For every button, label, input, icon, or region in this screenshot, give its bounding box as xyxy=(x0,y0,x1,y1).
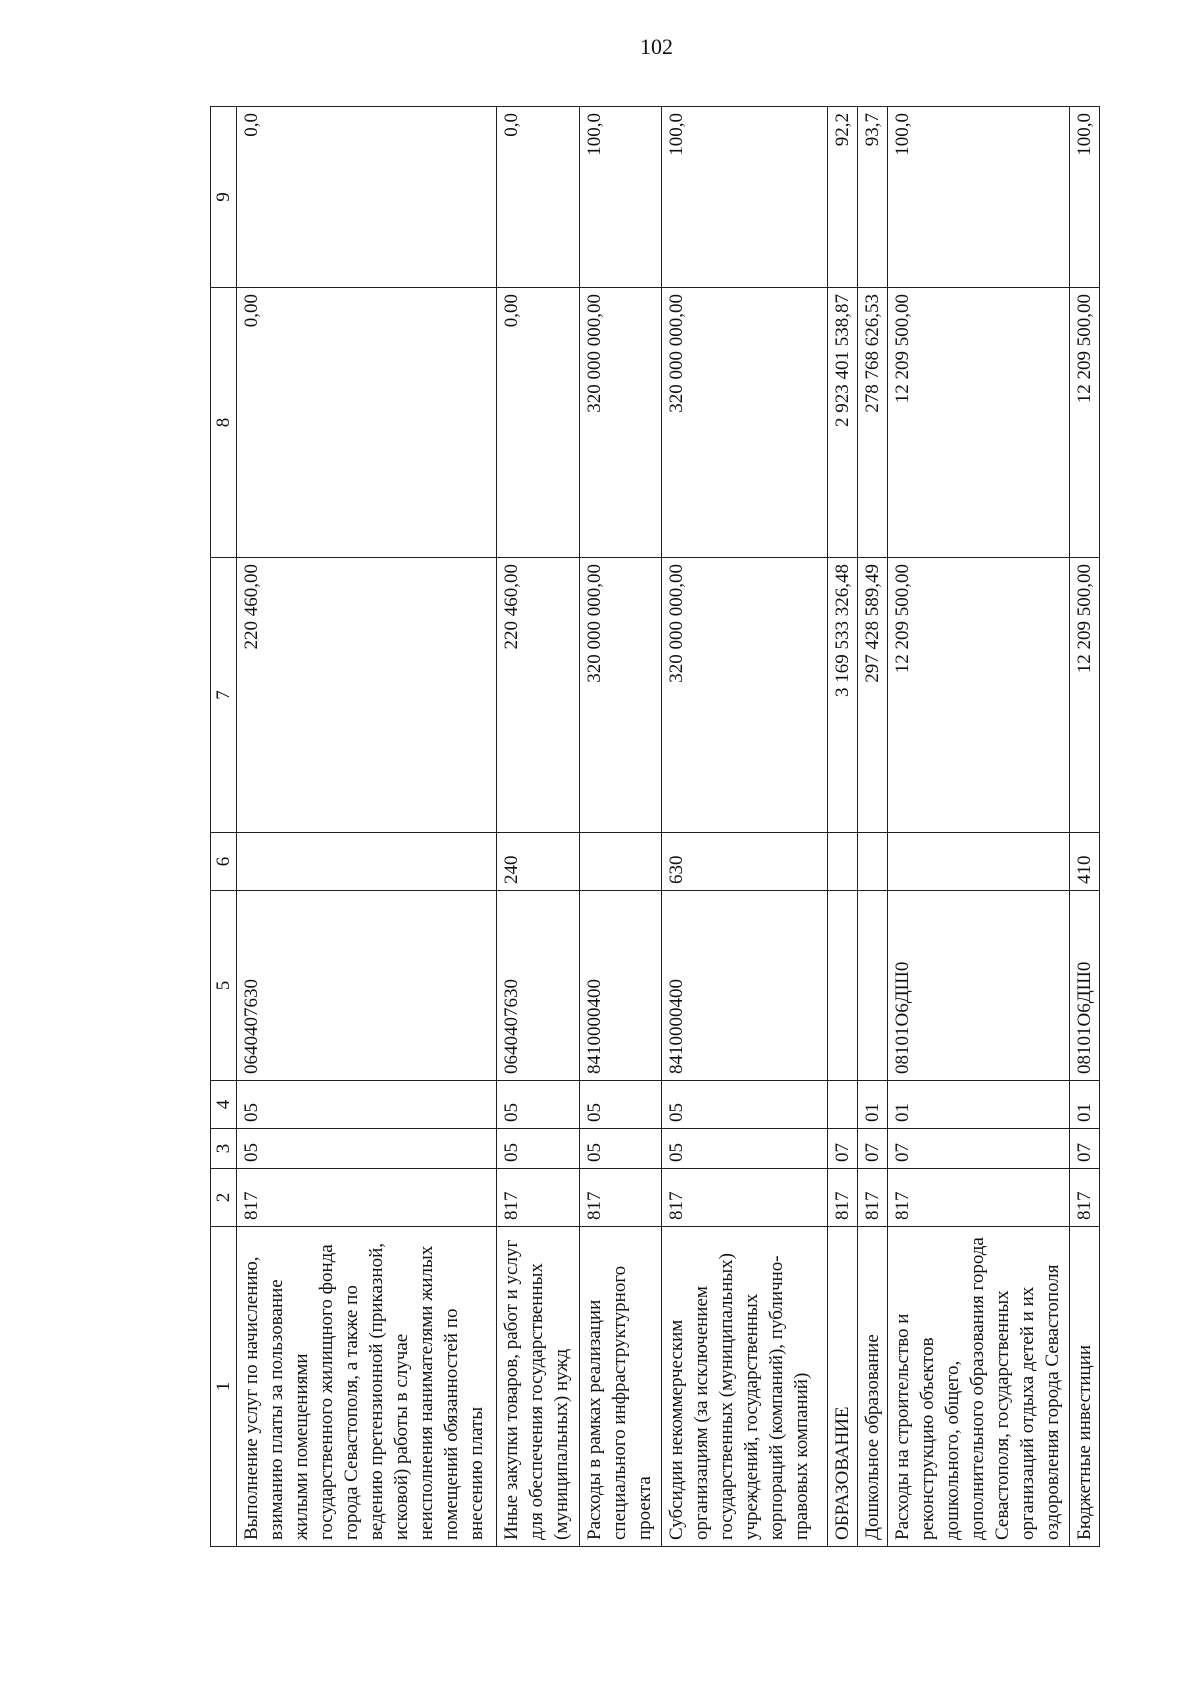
table-row xyxy=(1069,107,1099,1547)
cell-col-2: 817 xyxy=(237,1169,497,1227)
table-row xyxy=(827,107,857,1547)
cell-col-3: 07 xyxy=(1069,1129,1099,1169)
cell-col-7: 12 209 500,00 xyxy=(1069,558,1099,833)
cell-col-3: 05 xyxy=(579,1129,662,1169)
cell-col-3: 05 xyxy=(497,1129,580,1169)
cell-col-4: 01 xyxy=(1069,1081,1099,1129)
header-col-9: 9 xyxy=(211,107,237,288)
cell-col-5: 08101O6ДШ0 xyxy=(888,891,1069,1081)
header-col-7: 7 xyxy=(211,558,237,833)
cell-col-5: 8410000400 xyxy=(579,891,662,1081)
cell-col-6: 240 xyxy=(497,833,580,891)
header-col-1: 1 xyxy=(211,1227,237,1547)
row-name: Дошкольное образование xyxy=(857,1227,887,1547)
row-name: Субсидии некоммерческим организациям (за исключением государственных (муниципальных) учреждений, государственных корпораций (компаний), публично-правовых компаний) xyxy=(662,1227,827,1547)
cell-col-7: 220 460,00 xyxy=(237,558,497,833)
cell-col-7: 3 169 533 326,48 xyxy=(827,558,857,833)
header-col-8: 8 xyxy=(211,288,237,558)
table-header-row xyxy=(211,107,237,1547)
cell-col-2: 817 xyxy=(888,1169,1069,1227)
header-col-2: 2 xyxy=(211,1169,237,1227)
header-col-3: 3 xyxy=(211,1129,237,1169)
table-row xyxy=(662,107,827,1547)
cell-col-4: 05 xyxy=(497,1081,580,1129)
cell-col-9: 0,0 xyxy=(237,107,497,288)
cell-col-9: 0,0 xyxy=(497,107,580,288)
cell-col-8: 12 209 500,00 xyxy=(888,288,1069,558)
table-row xyxy=(579,107,662,1547)
header-col-5: 5 xyxy=(211,891,237,1081)
cell-col-2: 817 xyxy=(497,1169,580,1227)
cell-col-9: 100,0 xyxy=(662,107,827,288)
cell-col-5 xyxy=(857,891,887,1081)
row-name: Бюджетные инвестиции xyxy=(1069,1227,1099,1547)
cell-col-2: 817 xyxy=(579,1169,662,1227)
cell-col-2: 817 xyxy=(827,1169,857,1227)
cell-col-2: 817 xyxy=(662,1169,827,1227)
cell-col-9: 92,2 xyxy=(827,107,857,288)
cell-col-6 xyxy=(827,833,857,891)
cell-col-2: 817 xyxy=(857,1169,887,1227)
cell-col-5: 08101O6ДШ0 xyxy=(1069,891,1099,1081)
row-name: ОБРАЗОВАНИЕ xyxy=(827,1227,857,1547)
cell-col-6 xyxy=(888,833,1069,891)
row-name: Иные закупки товаров, работ и услуг для обеспечения государственных (муниципальных) нужд xyxy=(497,1227,580,1547)
table-row xyxy=(497,107,580,1547)
cell-col-8: 2 923 401 538,87 xyxy=(827,288,857,558)
cell-col-4: 01 xyxy=(857,1081,887,1129)
cell-col-7: 320 000 000,00 xyxy=(579,558,662,833)
cell-col-7: 220 460,00 xyxy=(497,558,580,833)
cell-col-3: 05 xyxy=(237,1129,497,1169)
cell-col-6: 630 xyxy=(662,833,827,891)
row-name: Выполнение услуг по начислению, взиманию платы за пользование жилыми помещениями государственного жилищного фонда города Севастополя, а также по ведению претензионной (приказной, исковой) работы в случае неисполнения нанимателями жилых помещений обязанностей по внесению платы xyxy=(237,1227,497,1547)
page-number: 102 xyxy=(640,34,673,59)
header-col-4: 4 xyxy=(211,1081,237,1129)
cell-col-3: 05 xyxy=(662,1129,827,1169)
cell-col-9: 100,0 xyxy=(579,107,662,288)
cell-col-5: 8410000400 xyxy=(662,891,827,1081)
table-row xyxy=(237,107,497,1547)
cell-col-4: 01 xyxy=(888,1081,1069,1129)
cell-col-7: 320 000 000,00 xyxy=(662,558,827,833)
cell-col-4 xyxy=(827,1081,857,1129)
header-col-6: 6 xyxy=(211,833,237,891)
budget-table xyxy=(210,106,1100,1547)
cell-col-8: 0,00 xyxy=(237,288,497,558)
cell-col-6 xyxy=(579,833,662,891)
cell-col-5: 0640407630 xyxy=(237,891,497,1081)
cell-col-8: 12 209 500,00 xyxy=(1069,288,1099,558)
cell-col-5: 0640407630 xyxy=(497,891,580,1081)
table-row xyxy=(888,107,1069,1547)
cell-col-4: 05 xyxy=(579,1081,662,1129)
row-name: Расходы на строительство и реконструкцию объектов дошкольного, общего, дополнительного образования города Севастополя, государственных организаций отдыха детей и их оздоровления города Севастополя xyxy=(888,1227,1069,1547)
cell-col-3: 07 xyxy=(857,1129,887,1169)
cell-col-6: 410 xyxy=(1069,833,1099,891)
rotated-table-wrapper xyxy=(210,107,1100,1547)
cell-col-9: 93,7 xyxy=(857,107,887,288)
cell-col-3: 07 xyxy=(888,1129,1069,1169)
cell-col-7: 12 209 500,00 xyxy=(888,558,1069,833)
cell-col-8: 278 768 626,53 xyxy=(857,288,887,558)
cell-col-5 xyxy=(827,891,857,1081)
cell-col-9: 100,0 xyxy=(888,107,1069,288)
cell-col-4: 05 xyxy=(237,1081,497,1129)
cell-col-6 xyxy=(857,833,887,891)
cell-col-9: 100,0 xyxy=(1069,107,1099,288)
row-name: Расходы в рамках реализации специального инфраструктурного проекта xyxy=(579,1227,662,1547)
cell-col-7: 297 428 589,49 xyxy=(857,558,887,833)
table-row xyxy=(857,107,887,1547)
cell-col-3: 07 xyxy=(827,1129,857,1169)
cell-col-8: 320 000 000,00 xyxy=(662,288,827,558)
cell-col-8: 320 000 000,00 xyxy=(579,288,662,558)
cell-col-4: 05 xyxy=(662,1081,827,1129)
cell-col-8: 0,00 xyxy=(497,288,580,558)
cell-col-2: 817 xyxy=(1069,1169,1099,1227)
cell-col-6 xyxy=(237,833,497,891)
